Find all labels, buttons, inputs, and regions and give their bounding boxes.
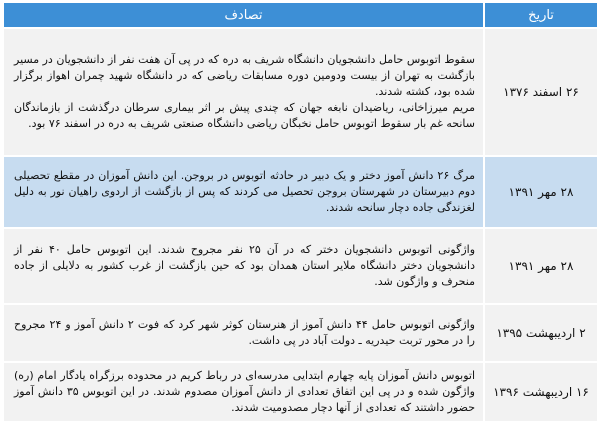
event-paragraph: مریم میرزاخانی، ریاضیدان نابغه جهان که چندی پیش بر اثر بیماری سرطان درگذشت از بازماندگان سانحه غم بار سقوط اتوبوس حامل نخبگان ریاضی دانشگاه صنعتی شریف به دره در اسفند ۷۶ بود. <box>14 101 475 130</box>
event-cell: واژگونی اتوبوس حامل ۴۴ دانش آموز از هنرستان کوثر شهر کرد که فوت ۲ دانش آموز و ۲۴ مجروح را در محور تربت حیدریه ـ دولت آباد در پی داشت. <box>4 303 483 361</box>
date-cell: ۲ اردیبهشت ۱۳۹۵ <box>483 303 597 361</box>
table-row <box>4 155 597 227</box>
date-cell: ۲۸ مهر ۱۳۹۱ <box>483 155 597 227</box>
event-cell: واژگونی اتوبوس دانشجویان دختر که در آن ۲۵ نفر مجروح شدند. این اتوبوس حامل ۴۰ نفر از دانشجویان دختر دانشگاه ملایر استان همدان بود که حین بازگشت از غرب کشور به دلایلی از جاده منحرف و واژگون شد. <box>4 227 483 303</box>
event-column-header: تصادف <box>4 3 483 27</box>
table-row <box>4 227 597 303</box>
date-cell: ۲۶ اسفند ۱۳۷۶ <box>483 27 597 155</box>
bus-accidents-table <box>4 3 597 421</box>
event-cell: اتوبوس دانش آموزان پایه چهارم ابتدایی مدرسه‌ای در رباط کریم در محدوده برزگراه یادگار امام (ره) واژگون شده و در پی این اتفاق تعدادی از دانش آموزان مصدوم شدند. در این اتوبوس ۳۵ دانش آموز حضور داشتند که تعدادی از آنها دچار مصدومیت شدند. <box>4 361 483 421</box>
date-cell: ۲۸ مهر ۱۳۹۱ <box>483 227 597 303</box>
date-column-header: تاریخ <box>483 3 597 27</box>
date-cell: ۱۶ اردیبهشت ۱۳۹۶ <box>483 361 597 421</box>
table-row <box>4 361 597 421</box>
event-cell <box>4 27 483 155</box>
table-row <box>4 303 597 361</box>
table-header-row <box>4 3 597 27</box>
event-paragraph: سقوط اتوبوس حامل دانشجویان دانشگاه شریف به دره که در پی آن هفت نفر از دانشجویان در مسیر بازگشت به تهران از بیست ودومین دوره مسابقات ریاضی که در دانشگاه شهید چمران اهواز برگزار شده بود، کشته شدند. <box>14 53 475 98</box>
event-cell: مرگ ۲۶ دانش آموز دختر و یک دبیر در حادثه اتوبوس در بروجن. این دانش آموزان در مقطع تحصیلی دوم دبیرستان در شهرستان بروجن تحصیل می کردند که پس از بازگشت از اردوی راهیان نور به دلیل لغزندگی جاده دچار سانحه شدند. <box>4 155 483 227</box>
table-row <box>4 27 597 155</box>
